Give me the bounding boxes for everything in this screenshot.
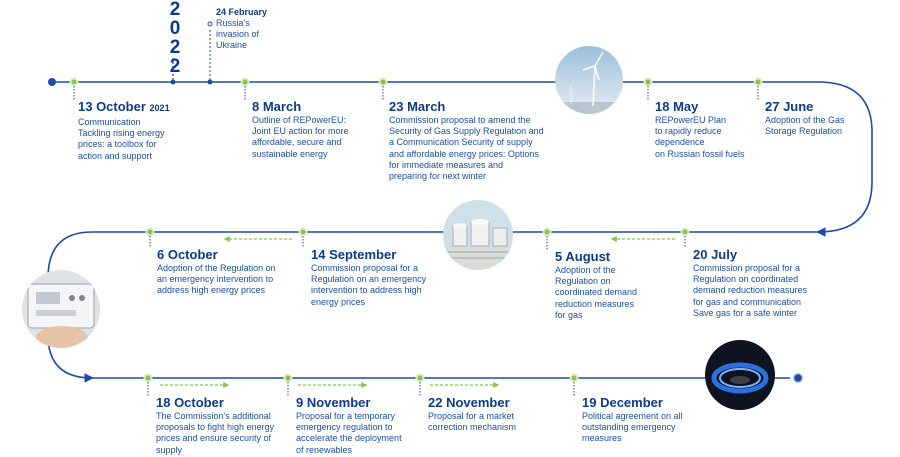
- event-description: Adoption of the Regulation on an emergency intervention to address high energy prices: [157, 263, 276, 296]
- event-23-march: [389, 99, 559, 182]
- event-14-september: [311, 247, 441, 308]
- event-9-november: [296, 395, 421, 456]
- timeline-end-dot: [794, 374, 803, 383]
- event-18-october: [156, 395, 291, 456]
- event-description: Proposal for a temporary emergency regulation to accelerate the deployment of renewables: [296, 411, 402, 455]
- event-date: 6 October: [157, 247, 218, 262]
- event-date: 18 May: [655, 99, 699, 114]
- event-date: 22 November: [428, 395, 510, 410]
- event-20-july: [693, 247, 823, 319]
- event-description: Political agreement on all outstanding emergency measures: [582, 411, 683, 444]
- event-date: 19 December: [582, 395, 663, 410]
- event-date: 23 March: [389, 99, 446, 114]
- preface-text: Russia's invasion of Ukraine: [216, 18, 260, 50]
- preface-event: [216, 7, 278, 51]
- event-6-october: [157, 247, 297, 297]
- event-description: Proposal for a market correction mechanism: [428, 411, 517, 433]
- event-date: 27 June: [765, 99, 814, 114]
- event-date: 13 October: [78, 99, 146, 114]
- event-date: 8 March: [252, 99, 302, 114]
- event-18-may: [655, 99, 755, 160]
- event-description: REPowerEU Plan to rapidly reduce dependence on Russian fossil fuels: [655, 115, 745, 159]
- event-19-december: [582, 395, 712, 445]
- wind-turbine-photo: [555, 46, 623, 114]
- event-27-june: [765, 99, 865, 137]
- event-description: Adoption of the Regulation on coordinated demand reduction measures for gas: [555, 265, 638, 320]
- event-8-march: [252, 99, 372, 160]
- lng-terminal-photo: [443, 200, 513, 270]
- gas-flame-photo: [705, 340, 775, 410]
- event-date: 18 October: [156, 395, 224, 410]
- event-5-august: [555, 249, 655, 321]
- event-22-november: [428, 395, 553, 433]
- event-13-october: [78, 99, 188, 162]
- event-description: Outline of REPowerEU: Joint EU action for more affordable, secure and sustainable energy: [252, 115, 349, 159]
- event-year: 2021: [149, 103, 170, 113]
- thermostat-photo: [22, 270, 100, 348]
- event-date: 9 November: [296, 395, 371, 410]
- event-date: 20 July: [693, 247, 738, 262]
- preface-date: 24 February: [216, 7, 268, 17]
- year-label: 2 0 2 2: [169, 0, 181, 77]
- event-date: 5 August: [555, 249, 611, 264]
- event-description: Commission proposal to amend the Security of Gas Supply Regulation and a Communication Security of supply and affordable energy prices: Options for immediate measures and preparing for next winter: [389, 115, 544, 182]
- event-date: 14 September: [311, 247, 397, 262]
- event-description: Adoption of the Gas Storage Regulation: [765, 115, 845, 137]
- timeline-start-dot: [48, 78, 56, 86]
- event-description: Communication Tackling rising energy prices: a toolbox for action and support: [78, 117, 165, 161]
- event-description: The Commission's additional proposals to fight high energy prices and ensure security of supply: [156, 411, 275, 455]
- event-description: Commission proposal for a Regulation on coordinated demand reduction measures for gas and communication Save gas for a safe winter: [693, 263, 808, 318]
- event-description: Commission proposal for a Regulation on an emergency intervention to address high energy prices: [311, 263, 427, 307]
